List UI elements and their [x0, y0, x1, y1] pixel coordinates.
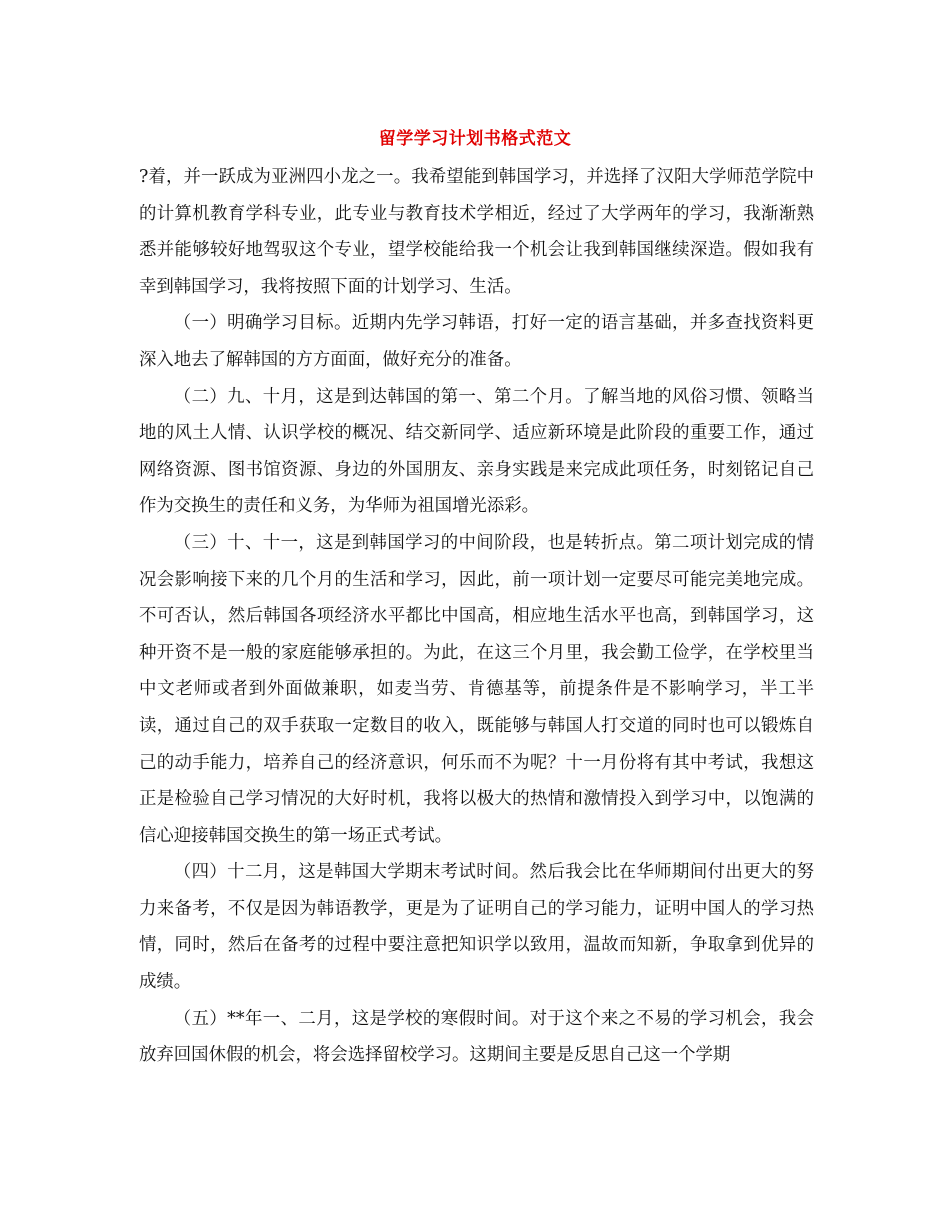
paragraph-2-sep-oct: （二）九、十月，这是到达韩国的第一、第二个月。了解当地的风俗习惯、领略当地的风土人情、认识学校的概况、结交新同学、适应新环境是此阶段的重要工作，通过网络资源、图书馆资源、身边的外国朋友、亲身实践是来完成此项任务，时刻铭记自己作为交换生的责任和义务，为华师为祖国增光添彩。 [139, 386, 814, 517]
paragraph-1-study-goal: （一）明确学习目标。近期内先学习韩语，打好一定的语言基础，并多查找资料更深入地去了解韩国的方方面面，做好充分的准备。 [139, 313, 814, 370]
paragraph-3-oct-nov: （三）十、十一，这是到韩国学习的中间阶段，也是转折点。第二项计划完成的情况会影响接下来的几个月的生活和学习，因此，前一项计划一定要尽可能完美地完成。不可否认，然后韩国各项经济水平都比中国高，相应地生活水平也高，到韩国学习，这种开资不是一般的家庭能够承担的。为此，在这三个月里，我会勤工俭学，在学校里当中文老师或者到外面做兼职，如麦当劳、肯德基等，前提条件是不影响学习，半工半读，通过自己的双手获取一定数目的收入，既能够与韩国人打交道的同时也可以锻炼自己的动手能力，培养自己的经济意识，何乐而不为呢？十一月份将有其中考试，我想这正是检验自己学习情况的大好时机，我将以极大的热情和激情投入到学习中，以饱满的信心迎接韩国交换生的第一场正式考试。 [139, 532, 814, 846]
paragraph-intro: ?着，并一跃成为亚洲四小龙之一。我希望能到韩国学习，并选择了汉阳大学师范学院中的计算机教育学科专业，此专业与教育技术学相近，经过了大学两年的学习，我渐渐熟悉并能够较好地驾驭这个专业，望学校能给我一个机会让我到韩国继续深造。假如我有幸到韩国学习，我将按照下面的计划学习、生活。 [139, 167, 814, 297]
document-body [139, 159, 814, 1074]
document-title: 留学学习计划书格式范文 [378, 129, 572, 149]
paragraph-5-jan-feb: （五）**年一、二月，这是学校的寒假时间。对于这个来之不易的学习机会，我会放弃回国休假的机会，将会选择留校学习。这期间主要是反思自己这一个学期 [139, 1008, 814, 1066]
paragraph-4-dec: （四）十二月，这是韩国大学期末考试时间。然后我会比在华师期间付出更大的努力来备考，不仅是因为韩语教学，更是为了证明自己的学习能力，证明中国人的学习热情，同时，然后在备考的过程中要注意把知识学以致用，温故而知新，争取拿到优异的成绩。 [139, 862, 814, 993]
